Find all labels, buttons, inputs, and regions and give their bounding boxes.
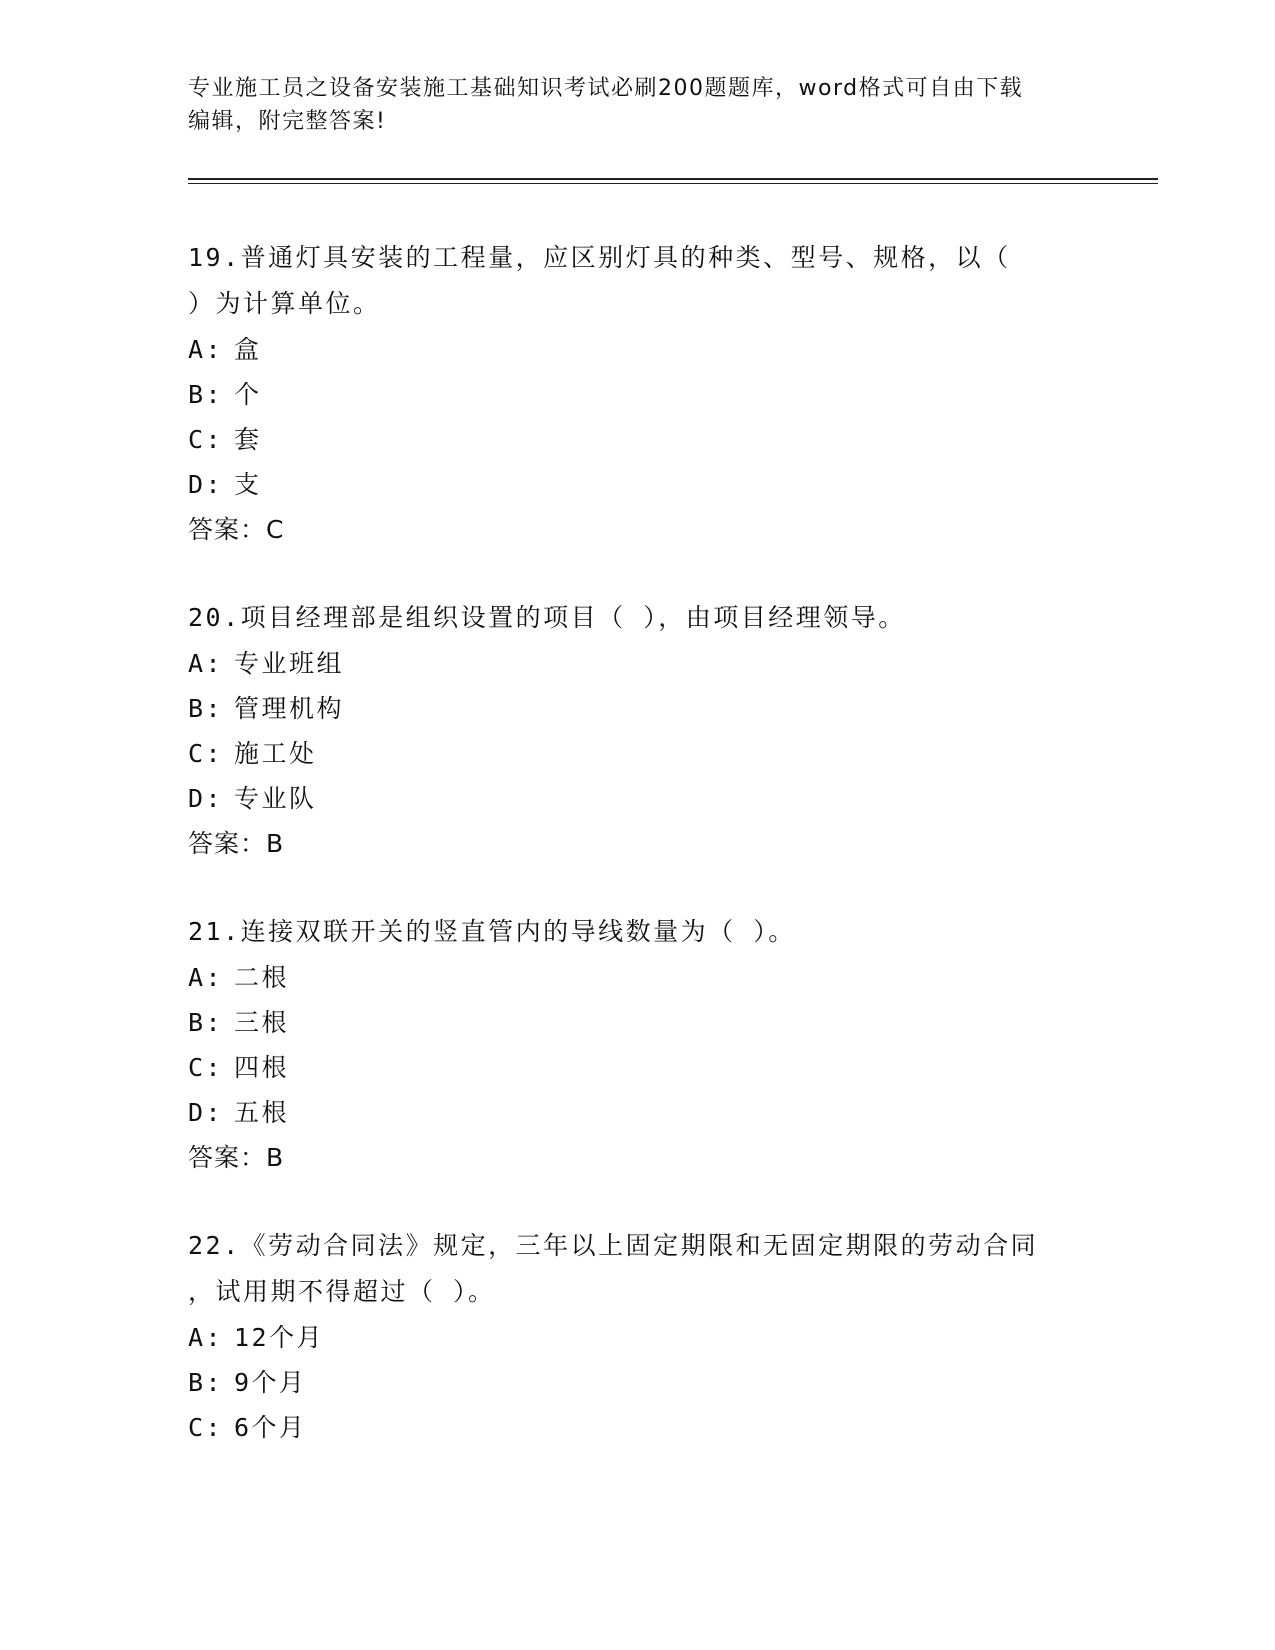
option-item [188,1315,1088,1360]
header-line-2: 编辑，附完整答案! [188,109,387,134]
option-item [188,1045,1088,1090]
option-key: A: [188,335,224,364]
header-divider-thin [188,183,1158,184]
option-key: D: [188,1098,224,1127]
option-text: 三根 [234,1008,290,1037]
option-text: 9个月 [234,1368,307,1397]
option-text: 支 [234,470,262,499]
document-header [188,72,1088,138]
option-key: C: [188,425,224,454]
option-key: B: [188,380,224,409]
option-text: 专业队 [234,784,317,813]
option-text: 个 [234,380,262,409]
question-block [188,1223,1088,1450]
option-item [188,686,1088,731]
answer-label: 答案：B [188,829,285,858]
option-key: A: [188,963,224,992]
option-item [188,1405,1088,1450]
option-text: 二根 [234,963,290,992]
option-key: C: [188,739,224,768]
option-item [188,372,1088,417]
option-item [188,731,1088,776]
option-item [188,327,1088,372]
option-item [188,462,1088,507]
option-item [188,776,1088,821]
option-item [188,955,1088,1000]
option-key: B: [188,1008,224,1037]
question-text: ）为计算单位。 [188,289,381,318]
option-text: 五根 [234,1098,290,1127]
question-text: ，试用期不得超过（ ）。 [188,1277,496,1306]
option-key: A: [188,1323,224,1352]
question-block [188,595,1088,867]
option-text: 套 [234,425,262,454]
question-text: 19.普通灯具安装的工程量，应区别灯具的种类、型号、规格，以（ [188,243,1011,272]
option-text: 盒 [234,335,262,364]
header-divider-thick [188,178,1158,180]
option-item [188,417,1088,462]
option-text: 专业班组 [234,649,345,678]
option-text: 12个月 [234,1323,325,1352]
option-key: D: [188,470,224,499]
question-block [188,909,1088,1181]
option-item [188,1360,1088,1405]
option-key: B: [188,1368,224,1397]
option-key: A: [188,649,224,678]
option-text: 四根 [234,1053,290,1082]
question-text: 20.项目经理部是组织设置的项目（ ），由项目经理领导。 [188,603,906,632]
question-block [188,235,1088,553]
question-text: 21.连接双联开关的竖直管内的导线数量为（ ）。 [188,917,796,946]
option-item [188,1090,1088,1135]
header-line-1: 专业施工员之设备安装施工基础知识考试必刷200题题库，word格式可自由下载 [188,76,1024,101]
answer-label: 答案：B [188,1143,285,1172]
option-item [188,641,1088,686]
question-list [188,235,1088,1492]
option-key: D: [188,784,224,813]
option-text: 施工处 [234,739,317,768]
option-text: 管理机构 [234,694,345,723]
option-key: C: [188,1053,224,1082]
option-key: B: [188,694,224,723]
option-text: 6个月 [234,1413,307,1442]
answer-label: 答案：C [188,515,285,544]
option-key: C: [188,1413,224,1442]
option-item [188,1000,1088,1045]
question-text: 22.《劳动合同法》规定，三年以上固定期限和无固定期限的劳动合同 [188,1231,1039,1260]
